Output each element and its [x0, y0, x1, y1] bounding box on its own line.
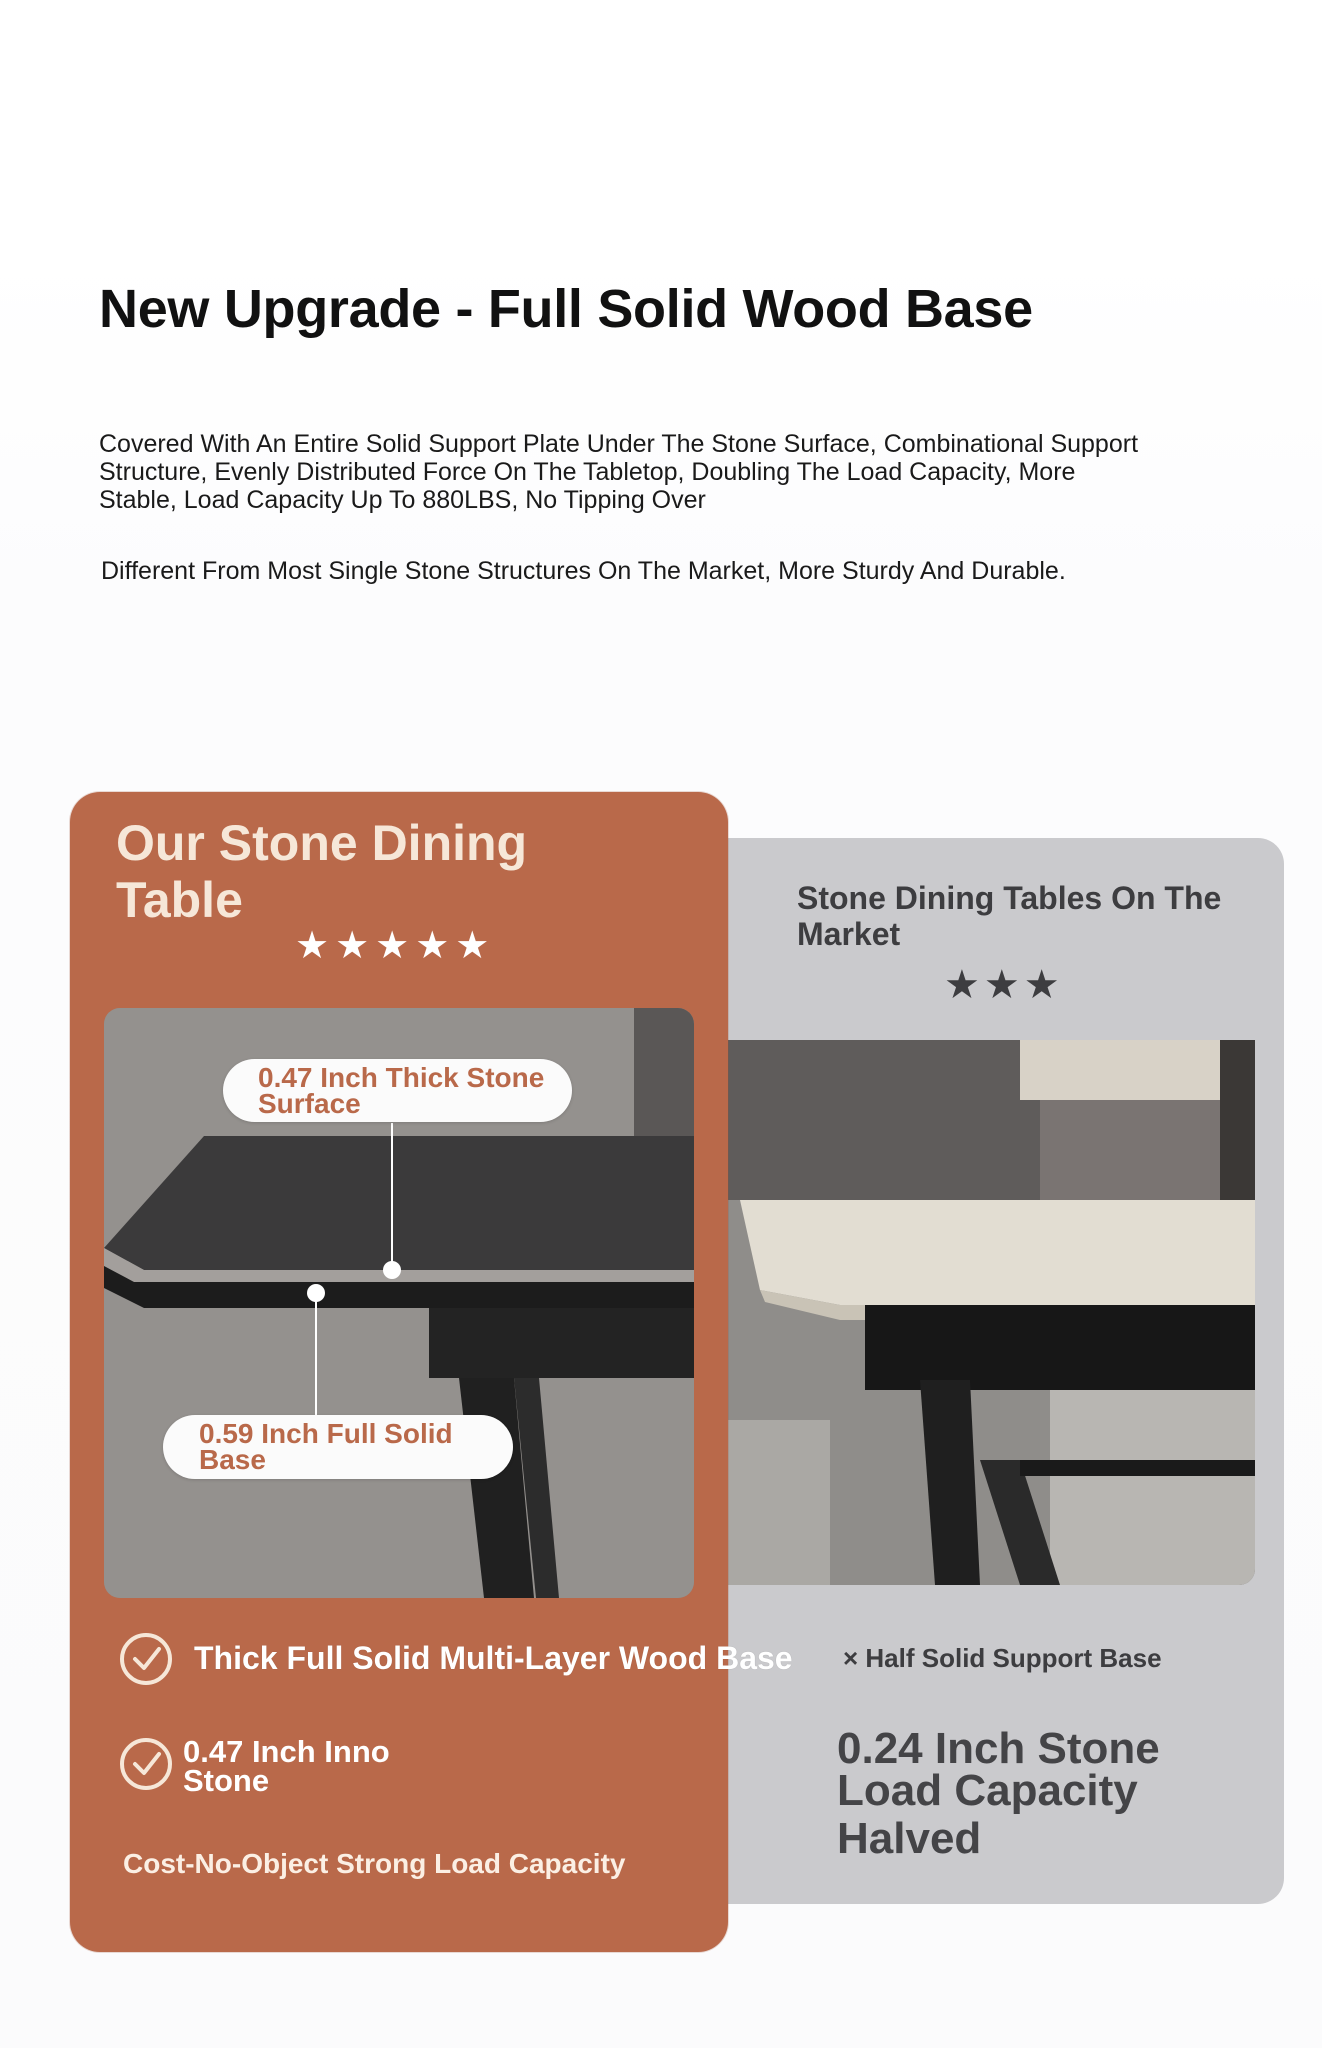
our-rating-stars: ★★★★★ [295, 925, 496, 967]
callout-stone-thickness-label: 0.47 Inch Thick Stone Surface [258, 1062, 545, 1119]
callout-base-thickness [163, 1415, 513, 1479]
market-con-line-3: Halved [837, 1814, 982, 1863]
description: Covered With An Entire Solid Support Plate Under The Stone Surface, Combinational Support Structure, Evenly Distributed Force On The Tabletop, Doubling The Load Capacity, More Stable, Load Capacity Up To 880LBS, No Tipping Over [99, 430, 1139, 514]
callout-stone-thickness [223, 1059, 572, 1122]
market-con-half-solid: × Half Solid Support Base [843, 1643, 1162, 1673]
market-con-line-2: Load Capacity [837, 1766, 1138, 1815]
market-table-title: Stone Dining Tables On The Market [797, 880, 1222, 952]
feature-solid-wood-base: Thick Full Solid Multi-Layer Wood Base [194, 1640, 793, 1676]
callout-base-thickness-label: 0.59 Inch Full Solid Base [199, 1418, 453, 1475]
market-con-line-1: 0.24 Inch Stone [837, 1724, 1160, 1773]
market-con-thin-stone [837, 1724, 1257, 1863]
check-circle-icon [120, 1738, 172, 1790]
feature-inno-stone: 0.47 Inch Inno Stone [183, 1734, 390, 1798]
check-circle-icon [120, 1633, 172, 1685]
feature-load-capacity: Cost-No-Object Strong Load Capacity [123, 1848, 626, 1879]
market-rating-stars: ★★★ [944, 963, 1064, 1007]
our-table-title: Our Stone Dining Table [116, 815, 528, 928]
description-secondary: Different From Most Single Stone Structures On The Market, More Sturdy And Durable. [101, 557, 1066, 585]
page-title: New Upgrade - Full Solid Wood Base [99, 279, 1033, 339]
market-table-photo [720, 1040, 1255, 1585]
